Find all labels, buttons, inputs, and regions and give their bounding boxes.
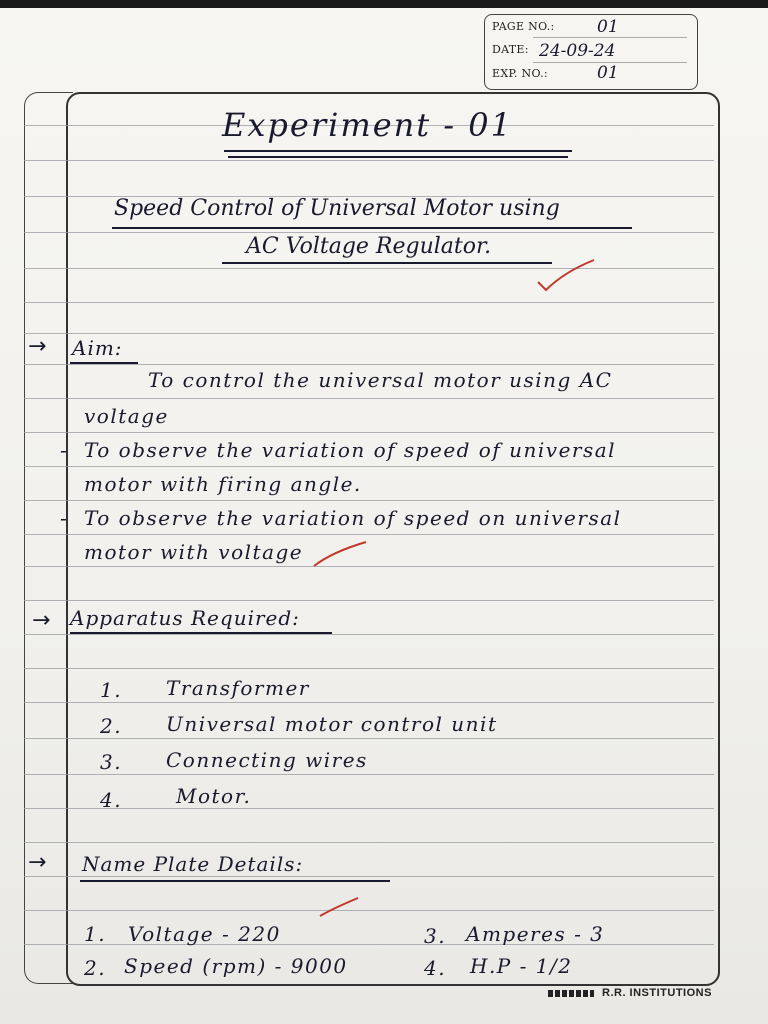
ruled-line <box>24 774 714 775</box>
ruled-line <box>24 634 714 635</box>
ruled-line <box>24 268 714 269</box>
nameplate-item: Amperes - 3 <box>466 922 605 946</box>
ruled-line <box>24 232 714 233</box>
apparatus-heading: Apparatus Required: <box>70 606 300 630</box>
nameplate-item-number: 1. <box>84 922 107 946</box>
aim-underline <box>70 362 138 364</box>
ruled-line <box>24 876 714 877</box>
ruled-line <box>24 738 714 739</box>
ruled-line <box>24 910 714 911</box>
nameplate-underline <box>80 880 390 882</box>
apparatus-item-number: 1. <box>100 678 123 702</box>
ruled-line <box>24 432 714 433</box>
dash-bullet: - <box>60 506 69 530</box>
aim-line: To observe the variation of speed on universal <box>84 506 622 530</box>
page-title: Experiment - 01 <box>222 106 513 144</box>
ruled-line <box>24 160 714 161</box>
date-value: 24-09-24 <box>539 41 616 61</box>
aim-line: To observe the variation of speed of universal <box>84 438 617 462</box>
apparatus-item-number: 2. <box>100 714 123 738</box>
ruled-line <box>24 364 714 365</box>
page-no-label: PAGE NO.: <box>492 20 555 33</box>
header-line <box>533 37 687 38</box>
arrow-icon: → <box>28 334 47 359</box>
apparatus-item: Transformer <box>166 676 310 700</box>
nameplate-item: H.P - 1/2 <box>470 954 573 978</box>
check-mark-icon <box>312 540 368 570</box>
ruled-line <box>24 566 714 567</box>
title-underline <box>224 150 572 152</box>
ruled-line <box>24 302 714 303</box>
check-mark-icon <box>534 258 598 294</box>
dash-bullet: - <box>60 438 69 462</box>
check-mark-icon <box>318 896 362 920</box>
ruled-line <box>24 466 714 467</box>
ruled-line <box>24 398 714 399</box>
ruled-line <box>24 333 714 334</box>
subtitle-line-1: Speed Control of Universal Motor using <box>114 196 560 221</box>
nameplate-item-number: 2. <box>84 956 107 980</box>
ruled-line <box>24 842 714 843</box>
apparatus-item-number: 4. <box>100 788 123 812</box>
apparatus-item: Connecting wires <box>166 748 368 772</box>
exp-no-value: 01 <box>597 63 619 83</box>
footer-bars-decoration <box>548 990 594 997</box>
title-underline <box>228 156 568 158</box>
nameplate-item-number: 4. <box>424 956 447 980</box>
ruled-line <box>24 702 714 703</box>
aim-heading: Aim: <box>72 336 123 360</box>
apparatus-item: Motor. <box>176 784 252 808</box>
page-header-box <box>484 14 698 90</box>
aim-line: To control the universal motor using AC <box>148 368 613 392</box>
arrow-icon: → <box>28 850 47 875</box>
nameplate-item: Speed (rpm) - 9000 <box>124 954 348 978</box>
ruled-line <box>24 600 714 601</box>
apparatus-underline <box>70 632 332 634</box>
aim-line: motor with firing angle. <box>84 472 362 496</box>
page-top-edge <box>0 0 768 8</box>
page-no-value: 01 <box>597 17 619 37</box>
nameplate-item: Voltage - 220 <box>128 922 281 946</box>
ruled-line <box>24 500 714 501</box>
exp-no-label: EXP. NO.: <box>492 67 548 80</box>
ruled-line <box>24 668 714 669</box>
subtitle-underline <box>112 227 632 229</box>
aim-line: voltage <box>84 404 169 428</box>
ruled-line <box>24 808 714 809</box>
apparatus-item-number: 3. <box>100 750 123 774</box>
arrow-icon: → <box>32 608 51 633</box>
ruled-line <box>24 534 714 535</box>
nameplate-item-number: 3. <box>424 924 447 948</box>
footer-brand: R.R. INSTITUTIONS <box>602 987 712 999</box>
nameplate-heading: Name Plate Details: <box>82 852 304 876</box>
apparatus-item: Universal motor control unit <box>166 712 498 736</box>
date-label: DATE: <box>492 43 529 56</box>
aim-line: motor with voltage <box>84 540 304 564</box>
subtitle-underline <box>222 262 552 264</box>
subtitle-line-2: AC Voltage Regulator. <box>246 234 492 259</box>
